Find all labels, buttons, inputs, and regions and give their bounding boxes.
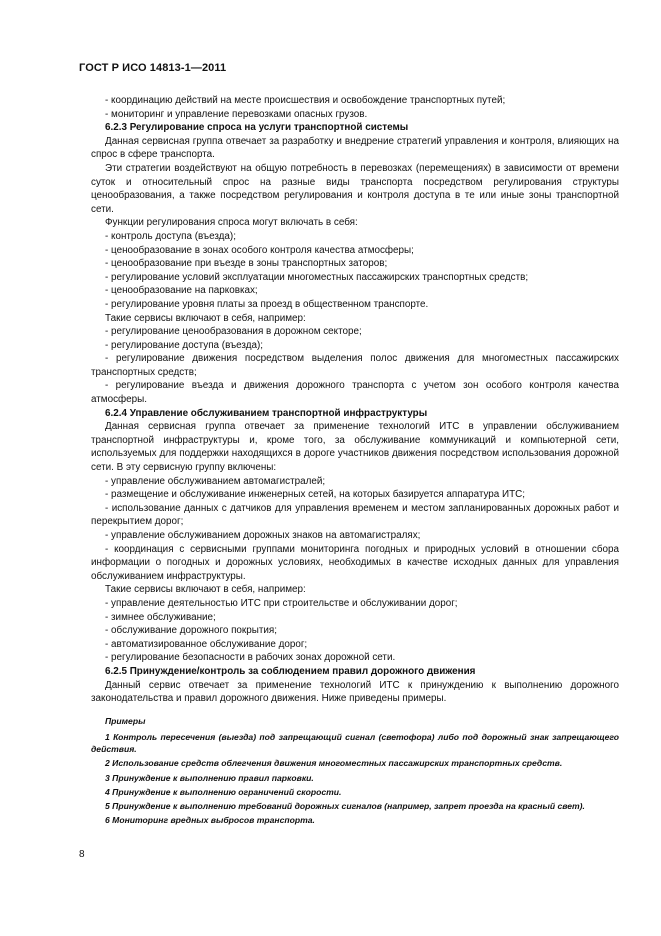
paragraph: Такие сервисы включают в себя, например: (105, 312, 306, 324)
paragraph: Функции регулирования спроса могут включать в себя: (105, 217, 358, 229)
list-item: - зимнее обслуживание; (105, 611, 216, 623)
example-item: 3 Принуждение к выполнению правил парковки. (105, 772, 314, 783)
list-item: - ценообразование при въезде в зоны транспортных заторов; (105, 258, 388, 270)
list-item: - регулирование безопасности в рабочих зонах дорожной сети. (105, 652, 396, 664)
list-item: - регулирование доступа (въезда); (105, 339, 264, 351)
paragraph: Данная сервисная группа отвечает за разработку и внедрение стратегий управления и контроля, влияющих на спрос в сфере транспорта. (91, 135, 619, 161)
examples-block (91, 715, 619, 827)
section-heading-6-2-4: 6.2.4 Управление обслуживанием транспортной инфраструктуры (105, 407, 428, 419)
section-heading-6-2-5: 6.2.5 Принуждение/контроль за соблюдением правил дорожного движения (105, 665, 476, 677)
list-item: - регулирование уровня платы за проезд в общественном транспорте. (105, 298, 429, 310)
list-item: - регулирование движения посредством выделения полос движения для многоместных пассажирских транспортных средств; (91, 353, 619, 378)
list-item: - ценообразование в зонах особого контроля качества атмосферы; (105, 244, 414, 256)
examples-title: Примеры (105, 715, 146, 726)
paragraph: Эти стратегии воздействуют на общую потребность в перевозках (перемещениях) в зависимости от времени суток и относительный спрос на разные виды транспорта посредством регулирования структуры ценообразования, а также посредством регулирования и контроля доступа в те или иные зоны транспортной сети. (91, 162, 619, 215)
list-item: - координация с сервисными группами мониторинга погодных и природных условий в отношении сбора информации о погодных и дорожных условиях, необходимых в качестве исходных данных для управления обслуживанием инфраструктуры. (91, 543, 619, 582)
section-heading-6-2-3: 6.2.3 Регулирование спроса на услуги транспортной системы (105, 122, 409, 134)
paragraph: Такие сервисы включают в себя, например: (105, 584, 306, 596)
list-item: - управление деятельностью ИТС при строительстве и обслуживании дорог; (105, 597, 458, 609)
list-item: - мониторинг и управление перевозками опасных грузов. (105, 108, 368, 120)
list-item: - регулирование условий эксплуатации многоместных пассажирских транспортных средств; (105, 271, 529, 283)
list-item: - размещение и обслуживание инженерных сетей, на которых базируется аппаратура ИТС; (105, 489, 526, 501)
example-item: 1 Контроль пересечения (выезда) под запрещающий сигнал (светофора) либо под дорожный знак запрещающего действия. (91, 731, 619, 755)
page-content (91, 94, 619, 828)
list-item: - контроль доступа (въезда); (105, 230, 236, 242)
example-item: 5 Принуждение к выполнению требований дорожных сигналов (например, запрет проезда на красный свет). (105, 800, 585, 811)
example-item: 4 Принуждение к выполнению ограничений скорости. (105, 786, 342, 797)
list-item: - автоматизированное обслуживание дорог; (105, 638, 308, 650)
example-item: 6 Мониторинг вредных выбросов транспорта. (105, 815, 315, 826)
list-item: - координацию действий на месте происшествия и освобождение транспортных путей; (105, 95, 506, 106)
list-item: - управление обслуживанием автомагистралей; (105, 475, 326, 487)
example-item: 2 Использование средств облегчения движения многоместных пассажирских транспортных средств. (105, 758, 563, 769)
list-item: - обслуживание дорожного покрытия; (105, 625, 277, 637)
document-header: ГОСТ Р ИСО 14813-1—2011 (79, 62, 227, 74)
page-number: 8 (79, 849, 85, 860)
list-item: - управление обслуживанием дорожных знаков на автомагистралях; (105, 530, 421, 541)
list-item: - регулирование ценообразования в дорожном секторе; (105, 326, 362, 338)
paragraph: Данный сервис отвечает за применение технологий ИТС к принуждению к выполнению дорожного законодательства и правил дорожного движения. Ниже приведены примеры. (91, 679, 619, 705)
paragraph: Данная сервисная группа отвечает за применение технологий ИТС в управлении обслуживанием транспортной инфраструктуры и, кроме того, за обслуживание коммуникаций и компьютерной сети, используемых для поддержки находящихся в дороге участников движения посредством использования дорожной сети. В эту сервисную группу включены: (91, 421, 619, 474)
list-item: - использование данных с датчиков для управления временем и местом запланированных дорожных работ и перекрытием дорог; (91, 502, 619, 528)
list-item: - регулирование въезда и движения дорожного транспорта с учетом зон особого контроля качества атмосферы. (91, 380, 619, 406)
list-item: - ценообразование на парковках; (105, 285, 258, 297)
